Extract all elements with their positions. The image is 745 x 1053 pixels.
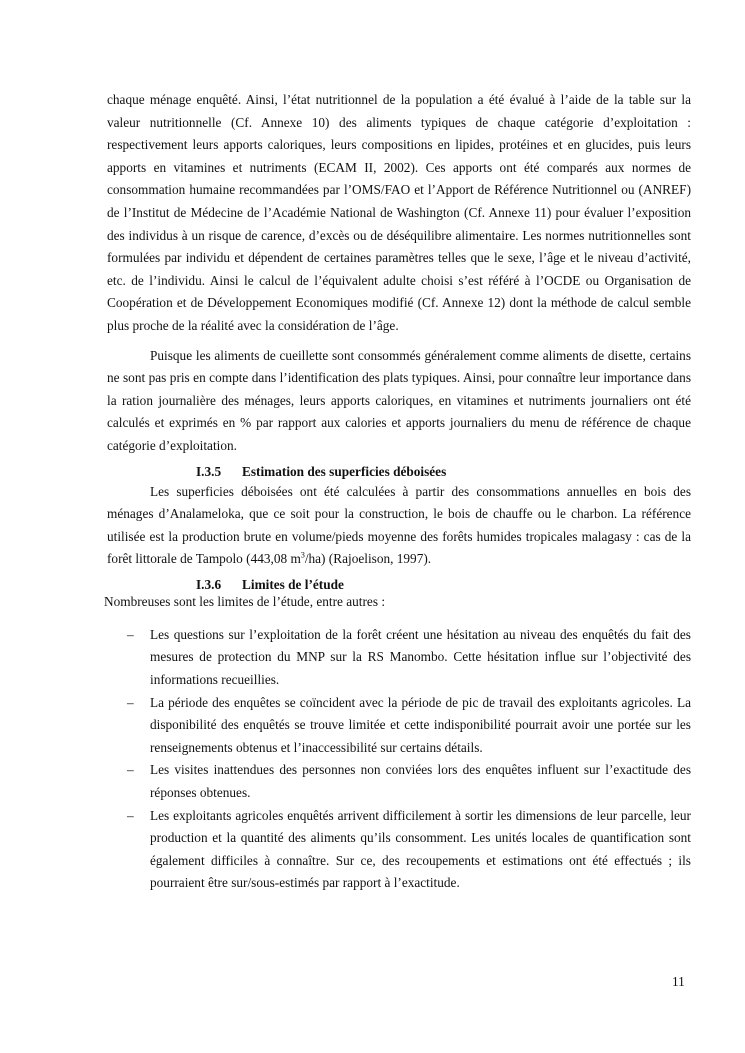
section-heading-1-3-5	[107, 462, 691, 481]
paragraph-deforested-areas	[107, 481, 691, 571]
paragraph-nutrition-evaluation: chaque ménage enquêté. Ainsi, l’état nutritionnel de la population a été évalué à l’aide de la table sur la valeur nutritionnelle (Cf. Annexe 10) des aliments typiques de chaque catégorie d’exploitation : respectivement leurs apports caloriques, leurs compositions en lipides, protéines et en glucides, puis leurs apports en vitamines et nutriments (ECAM II, 2002). Ces apports ont été comparés aux normes de consommation humaine recommandées par l’OMS/FAO et l’Apport de Référence Nutritionnel ou (ANREF) de l’Institut de Médecine de l’Académie National de Washington (Cf. Annexe 11) pour évaluer l’exposition des individus à un risque de carence, d’excès ou de déséquilibre alimentaire. Les normes nutritionnelles sont formulées par individu et dépendent de certaines paramètres telles que le sexe, l’âge et le niveau d’activité, etc. de l’individu. Ainsi le calcul de l’équivalent adulte choisi s’est référé à l’OCDE ou Organisation de Coopération et de Développement Economiques modifié (Cf. Annexe 12) dont la méthode de calcul semble plus proche de la réalité avec la considération de l’âge.	[107, 92, 691, 333]
document-page	[104, 89, 691, 895]
section-number: I.3.6	[196, 576, 222, 592]
limits-intro: Nombreuses sont les limites de l’étude, entre autres :	[104, 593, 386, 609]
paragraph-text-end: /ha) (Rajoelison, 1997).	[304, 551, 432, 567]
section-number: I.3.5	[196, 463, 222, 479]
bullet-dash: –	[127, 694, 134, 710]
limits-list	[107, 624, 691, 895]
list-item	[107, 692, 691, 760]
section-title: Estimation des superficies déboisées	[242, 463, 447, 479]
list-item	[107, 624, 691, 692]
list-item	[107, 759, 691, 804]
list-item-text: La période des enquêtes se coïncident avec la période de pic de travail des exploitants agricoles. La disponibilité des enquêtés se trouve limitée et cette indisponibilité pourrait avoir une portée sur les renseignements obtenus et l’inaccessibilité sur certains détails.	[150, 694, 691, 755]
bullet-dash: –	[127, 626, 134, 642]
section-heading-1-3-6	[107, 577, 691, 593]
bullet-dash: –	[127, 762, 134, 778]
bullet-dash: –	[127, 807, 134, 823]
paragraph-text: Les superficies déboisées ont été calculées à partir des consommations annuelles en bois des ménages d’Analameloka, que ce soit pour la construction, le bois de chauffe ou le charbon. La référence utilisée est la production brute en volume/pieds moyenne des forêts humides tropicales malagasy : cas de la forêt littorale de Tampolo (443,08 m	[107, 483, 691, 567]
page-number: 11	[672, 974, 685, 989]
list-item	[107, 805, 691, 895]
superscript: 3	[300, 550, 305, 560]
section-title: Limites de l’étude	[242, 576, 344, 592]
paragraph-gathered-foods: Puisque les aliments de cueillette sont consommés généralement comme aliments de disette, certains ne sont pas pris en compte dans l’identification des plats typiques. Ainsi, pour connaître leur importance dans la ration journalière des ménages, leurs apports caloriques, en vitamines et nutriments journaliers ont été calculés et exprimés en % par rapport aux calories et apports journaliers du menu de référence de chaque catégorie d’exploitation.	[107, 347, 691, 453]
list-item-text: Les visites inattendues des personnes non conviées lors des enquêtes influent sur l’exactitude des réponses obtenues.	[150, 762, 691, 801]
list-item-text: Les exploitants agricoles enquêtés arrivent difficilement à sortir les dimensions de leur parcelle, leur production et la quantité des aliments qu’ils consomment. Les unités locales de quantification sont également difficiles à connaître. Sur ce, des recoupements et estimations ont été effectués ; ils pourraient être sur/sous-estimés par rapport à l’exactitude.	[150, 807, 691, 891]
list-item-text: Les questions sur l’exploitation de la forêt créent une hésitation au niveau des enquêtés du fait des mesures de protection du MNP sur la RS Manombo. Cette hésitation influe sur l’objectivité des informations recueillies.	[150, 626, 691, 688]
